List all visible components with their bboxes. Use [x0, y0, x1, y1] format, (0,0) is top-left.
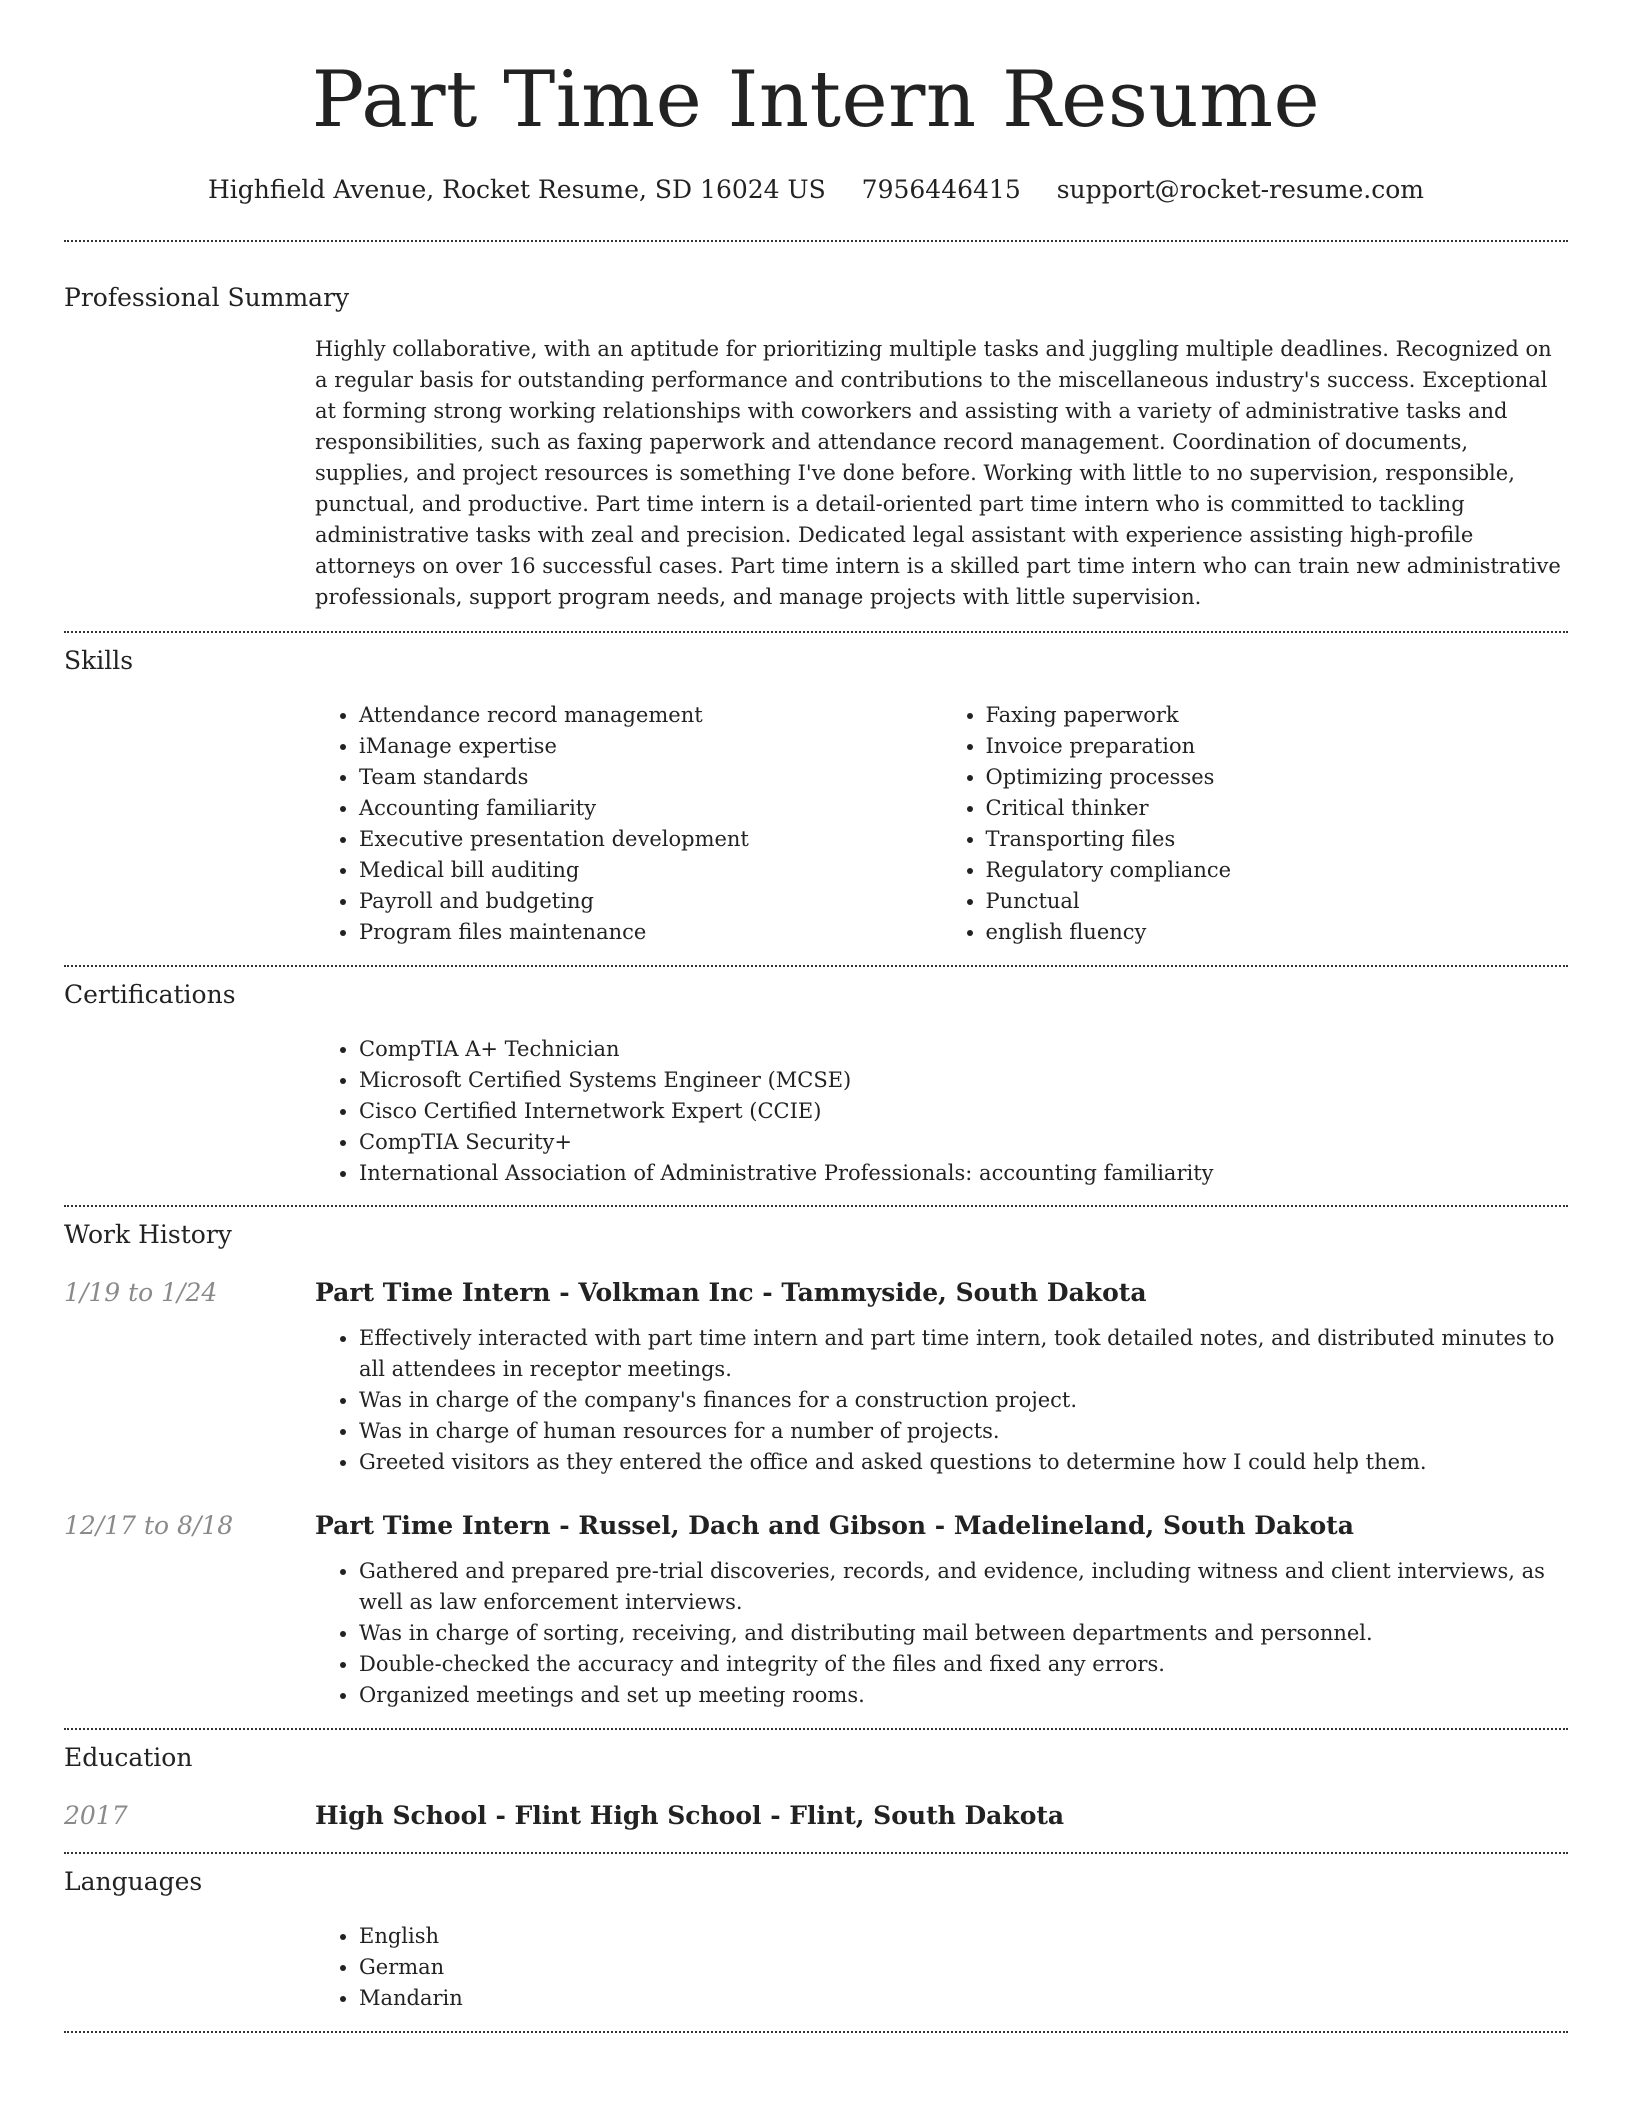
languages-list: [315, 1921, 1568, 2014]
summary-section: [64, 242, 1568, 613]
certification-item: • Microsoft Certified Systems Engineer (MCSE): [359, 1065, 1568, 1096]
languages-section: [64, 1854, 1568, 2014]
work-section: [64, 1207, 1568, 1711]
skills-section: [64, 633, 1568, 948]
job-bullet: • Gathered and prepared pre-trial discoveries, records, and evidence, including witness and client interviews, as well as law enforcement interviews.: [359, 1556, 1568, 1618]
languages-heading: Languages: [64, 1867, 203, 1896]
skill-item: • iManage expertise: [359, 731, 942, 762]
job-bullet: • Was in charge of human resources for a number of projects.: [359, 1416, 1568, 1447]
education-title: High School - Flint High School - Flint, South Dakota: [315, 1801, 1065, 1830]
job-bullet: • Organized meetings and set up meeting rooms.: [359, 1680, 1568, 1711]
job-title: Part Time Intern - Russel, Dach and Gibson - Madelineland, South Dakota: [315, 1511, 1354, 1540]
language-item: • Mandarin: [359, 1983, 1568, 2014]
summary-heading: Professional Summary: [64, 283, 350, 312]
certifications-section: [64, 967, 1568, 1189]
summary-body: [315, 334, 1568, 613]
resume-title: Part Time Intern Resume: [311, 55, 1321, 145]
job-bullets: [315, 1556, 1568, 1711]
education-main: [315, 1800, 1568, 1832]
languages-body: [315, 1921, 1568, 2014]
skill-item: • Transporting files: [986, 824, 1569, 855]
job-entry: [64, 1277, 1568, 1478]
skill-item: • Punctual: [986, 886, 1569, 917]
job-main: [315, 1277, 1568, 1478]
job-bullet: • Was in charge of the company's finances for a construction project.: [359, 1385, 1568, 1416]
language-item: • German: [359, 1952, 1568, 1983]
contact-email: support@rocket-resume.com: [1056, 175, 1424, 204]
job-bullet: • Effectively interacted with part time intern and part time intern, took detailed notes, and distributed minutes to all attendees in receptor meetings.: [359, 1323, 1568, 1385]
skill-item: • Faxing paperwork: [986, 700, 1569, 731]
education-heading: Education: [64, 1743, 193, 1772]
certifications-list: [315, 1034, 1568, 1189]
job-bullet: • Greeted visitors as they entered the office and asked questions to determine how I could help them.: [359, 1447, 1568, 1478]
certification-item: • Cisco Certified Internetwork Expert (CCIE): [359, 1096, 1568, 1127]
summary-text: Highly collaborative, with an aptitude for prioritizing multiple tasks and juggling multiple deadlines. Recognized on a regular basis for outstanding performance and contributions to the miscellaneous industry's success. Exceptional at forming strong working relationships with coworkers and assisting with a variety of administrative tasks and responsibilities, such as faxing paperwork and attendance record management. Coordination of documents, supplies, and project resources is something I've done before. Working with little to no supervision, responsible, punctual, and productive. Part time intern is a detail-oriented part time intern who is committed to tackling administrative tasks with zeal and precision. Dedicated legal assistant with experience assisting high-profile attorneys on over 16 successful cases. Part time intern is a skilled part time intern who can train new administrative professionals, support program needs, and manage projects with little supervision.: [315, 337, 1561, 609]
contact-phone: 7956446415: [861, 175, 1021, 204]
job-bullet: • Double-checked the accuracy and integrity of the files and fixed any errors.: [359, 1649, 1568, 1680]
language-item: • English: [359, 1921, 1568, 1952]
skill-item: • Program files maintenance: [359, 917, 942, 948]
skills-heading: Skills: [64, 646, 134, 675]
skill-item: • Medical bill auditing: [359, 855, 942, 886]
skill-item: • Optimizing processes: [986, 762, 1569, 793]
job-date: 1/19 to 1/24: [64, 1278, 218, 1307]
skills-list-right: [942, 700, 1569, 948]
skill-item: • Accounting familiarity: [359, 793, 942, 824]
resume-page: [64, 0, 1568, 2033]
skill-item: • Team standards: [359, 762, 942, 793]
skill-item: • english fluency: [986, 917, 1569, 948]
certifications-body: [315, 1034, 1568, 1189]
skill-item: • Attendance record management: [359, 700, 942, 731]
work-heading: Work History: [64, 1220, 232, 1249]
skill-item: • Regulatory compliance: [986, 855, 1569, 886]
education-date: 2017: [64, 1801, 128, 1830]
skill-item: • Invoice preparation: [986, 731, 1569, 762]
certification-item: • CompTIA A+ Technician: [359, 1034, 1568, 1065]
certification-item: • CompTIA Security+: [359, 1127, 1568, 1158]
job-entry: [64, 1510, 1568, 1711]
certifications-heading: Certifications: [64, 980, 236, 1009]
job-date: 12/17 to 8/18: [64, 1511, 234, 1540]
job-title: Part Time Intern - Volkman Inc - Tammyside, South Dakota: [315, 1278, 1147, 1307]
skills-list-left: [315, 700, 942, 948]
job-main: [315, 1510, 1568, 1711]
skills-body: [315, 700, 1568, 948]
job-bullet: • Was in charge of sorting, receiving, and distributing mail between departments and personnel.: [359, 1618, 1568, 1649]
skill-item: • Critical thinker: [986, 793, 1569, 824]
contact-line: [64, 174, 1568, 206]
contact-address: Highfield Avenue, Rocket Resume, SD 16024 US: [208, 175, 826, 204]
skill-item: • Executive presentation development: [359, 824, 942, 855]
education-section: [64, 1730, 1568, 1832]
education-entry: [64, 1800, 1568, 1832]
job-bullets: [315, 1323, 1568, 1478]
certification-item: • International Association of Administrative Professionals: accounting familiarity: [359, 1158, 1568, 1189]
skill-item: • Payroll and budgeting: [359, 886, 942, 917]
divider: [64, 2031, 1568, 2033]
